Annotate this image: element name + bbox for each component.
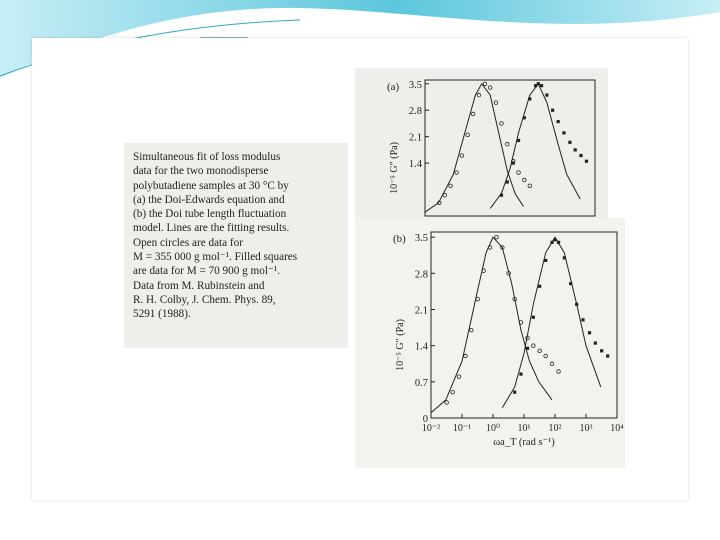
data-point-filled-square: [557, 120, 560, 123]
data-point-open-circle: [466, 133, 470, 137]
x-tick-label: 10²: [548, 423, 562, 434]
caption-line: R. H. Colby, J. Chem. Phys. 89,: [133, 293, 276, 306]
caption-line: data for the two monodisperse: [133, 165, 269, 178]
fit-line: [502, 237, 601, 408]
y-tick-label: 2.1: [408, 132, 422, 144]
y-tick-label: 1.4: [414, 341, 428, 353]
data-point-filled-square: [574, 148, 577, 151]
caption-line: Data from M. Rubinstein and: [133, 279, 265, 292]
chart-panel-a: [355, 68, 608, 218]
caption-line: Open circles are data for: [133, 236, 243, 249]
fit-line: [490, 84, 580, 209]
caption-line: Simultaneous fit of loss modulus: [133, 151, 281, 163]
data-point-open-circle: [523, 178, 527, 182]
caption-line: (b) the Doi tube length fluctuation: [133, 208, 287, 221]
data-point-filled-square: [585, 160, 588, 163]
data-point-open-circle: [451, 390, 455, 394]
plot-frame: [425, 80, 595, 216]
y-tick-label: 2.8: [408, 106, 422, 118]
y-tick-label: 1.4: [408, 159, 422, 171]
data-point-open-circle: [494, 101, 498, 105]
data-point-open-circle: [455, 171, 459, 175]
data-point-filled-square: [588, 331, 591, 334]
data-point-filled-square: [579, 154, 582, 157]
data-point-open-circle: [538, 349, 542, 353]
plot-frame: [431, 232, 617, 418]
y-axis-label: 10⁻⁵ G″ (Pa): [395, 319, 406, 371]
data-point-open-circle: [464, 354, 468, 358]
data-point-filled-square: [540, 84, 543, 87]
figure-caption: [133, 150, 338, 322]
data-point-open-circle: [449, 184, 453, 188]
caption-line: M = 355 000 g mol⁻¹. Filled squares: [133, 251, 298, 264]
data-point-filled-square: [568, 141, 571, 144]
data-point-open-circle: [544, 354, 548, 358]
chart-panel-b: [355, 218, 625, 468]
data-point-open-circle: [445, 401, 449, 405]
data-point-open-circle: [517, 171, 521, 175]
data-point-open-circle: [550, 362, 554, 366]
x-tick-label: 10¹: [517, 423, 531, 434]
caption-line: polybutadiene samples at 30 °C by: [133, 179, 289, 192]
data-point-filled-square: [519, 372, 522, 375]
data-point-open-circle: [488, 86, 492, 90]
data-point-open-circle: [557, 370, 561, 374]
y-tick-label: 3.5: [414, 233, 428, 245]
data-point-open-circle: [470, 328, 474, 332]
y-tick-label: 2.8: [414, 269, 428, 281]
caption-line: are data for M = 70 900 g mol⁻¹.: [133, 265, 280, 278]
data-point-open-circle: [532, 344, 536, 348]
data-point-open-circle: [505, 142, 509, 146]
y-tick-label: 0: [422, 414, 428, 425]
y-tick-label: 0.7: [414, 377, 428, 389]
data-point-open-circle: [460, 154, 464, 158]
panel-label: (a): [387, 81, 400, 93]
y-tick-label: 3.5: [408, 79, 422, 91]
data-point-filled-square: [538, 285, 541, 288]
data-point-open-circle: [483, 82, 487, 86]
fit-line: [431, 237, 552, 413]
panel-label: (b): [393, 233, 406, 245]
x-tick-label: 10⁰: [485, 423, 501, 434]
x-axis-label: ωa_T (rad s⁻¹): [493, 437, 555, 448]
x-tick-label: 10³: [579, 423, 593, 434]
data-point-filled-square: [551, 109, 554, 112]
data-point-filled-square: [606, 354, 609, 357]
y-tick-label: 2.1: [414, 305, 428, 317]
data-point-filled-square: [532, 316, 535, 319]
x-tick-label: 10⁻¹: [452, 423, 472, 434]
data-point-filled-square: [513, 391, 516, 394]
data-point-open-circle: [500, 122, 504, 126]
data-point-filled-square: [581, 318, 584, 321]
data-point-open-circle: [471, 112, 475, 116]
data-point-filled-square: [594, 341, 597, 344]
caption-line: 5291 (1988).: [133, 308, 191, 321]
data-point-filled-square: [545, 94, 548, 97]
data-point-open-circle: [495, 235, 499, 239]
caption-line: model. Lines are the fitting results.: [133, 222, 290, 235]
fit-line: [425, 84, 524, 212]
data-point-filled-square: [600, 349, 603, 352]
data-point-open-circle: [477, 93, 481, 97]
x-tick-label: 10⁻²: [421, 423, 441, 434]
data-point-filled-square: [562, 131, 565, 134]
data-point-open-circle: [457, 375, 461, 379]
caption-line: (a) the Doi-Edwards equation and: [133, 193, 285, 206]
data-point-open-circle: [528, 184, 532, 188]
x-tick-label: 10⁴: [610, 423, 624, 434]
y-axis-label: 10⁻⁵ G″ (Pa): [389, 142, 400, 194]
